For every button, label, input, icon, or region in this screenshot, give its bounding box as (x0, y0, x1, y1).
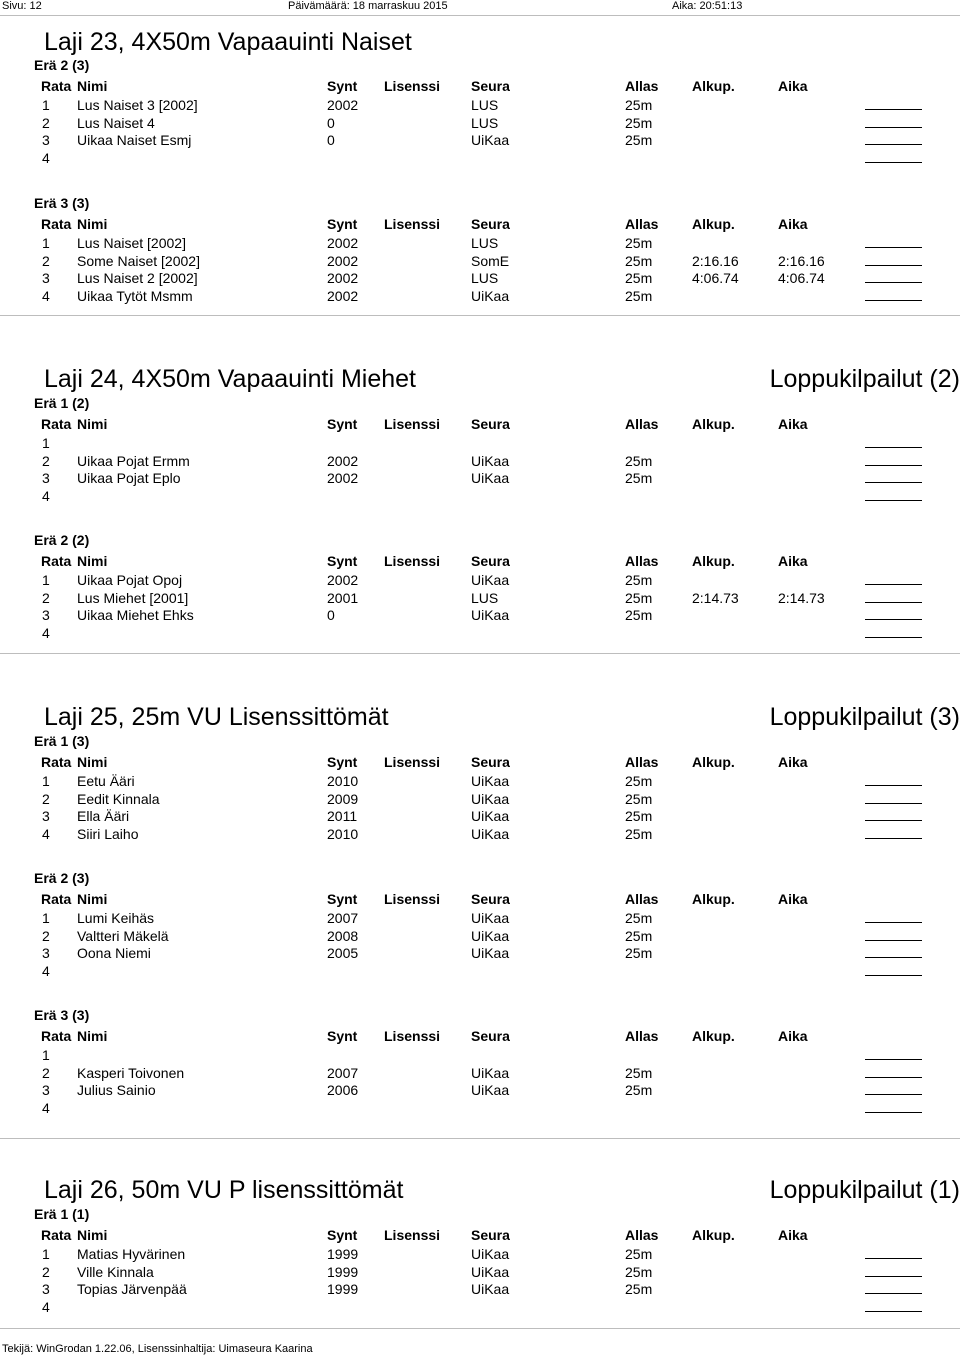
col-header-lane: Rata (41, 1227, 72, 1243)
cell-seed: 2:16.16 (692, 252, 739, 269)
table-row (0, 808, 960, 825)
cell-club: UiKaa (471, 1246, 510, 1262)
col-header-club: Seura (471, 1028, 510, 1044)
table-row (0, 97, 960, 114)
table-row (0, 625, 960, 642)
cell-born: 2002 (327, 452, 359, 469)
table-row (0, 253, 960, 270)
heat-title: Erä 2 (2) (34, 532, 90, 548)
cell-name: Oona Niemi (77, 945, 151, 961)
column-header-row (0, 891, 960, 908)
final-round-label: Loppukilpailut (1) (769, 1176, 960, 1204)
col-header-seed: Alkup. (692, 1028, 735, 1044)
cell-lane: 2 (42, 589, 50, 606)
cell-pool: 25m (625, 470, 653, 486)
col-header-name: Nimi (77, 1028, 108, 1044)
cell-born: 0 (327, 132, 335, 148)
event-title: Laji 24, 4X50m Vapaauinti Miehet (44, 365, 416, 393)
cell-pool: 25m (625, 1246, 653, 1262)
cell-lane: 4 (42, 1099, 50, 1116)
result-entry-line (865, 447, 922, 448)
col-header-seed: Alkup. (692, 1227, 735, 1243)
cell-lane: 3 (42, 607, 50, 623)
cell-lane: 4 (42, 487, 50, 504)
cell-lane: 1 (42, 572, 50, 588)
cell-club: UiKaa (471, 945, 510, 961)
column-header-row (0, 1227, 960, 1244)
result-entry-line (865, 127, 922, 128)
cell-name: Ella Ääri (77, 808, 130, 824)
col-header-time: Aika (778, 1227, 808, 1243)
cell-born: 0 (327, 607, 335, 623)
cell-born: 2002 (327, 470, 359, 486)
col-header-time: Aika (778, 216, 808, 232)
cell-born: 2002 (327, 252, 359, 269)
cell-lane: 2 (42, 252, 50, 269)
cell-pool: 25m (625, 132, 653, 148)
col-header-license: Lisenssi (384, 1028, 441, 1044)
cell-born: 2007 (327, 910, 359, 926)
cell-lane: 3 (42, 470, 50, 486)
cell-born: 0 (327, 114, 335, 131)
cell-name: Lumi Keihäs (77, 910, 155, 926)
cell-pool: 25m (625, 927, 653, 944)
cell-lane: 1 (42, 1047, 50, 1063)
cell-lane: 2 (42, 452, 50, 469)
cell-name: Uikaa Miehet Ehks (77, 607, 194, 623)
column-header-row (0, 1028, 960, 1045)
result-entry-line (865, 300, 922, 301)
cell-lane: 3 (42, 132, 50, 148)
col-header-pool: Allas (625, 1227, 659, 1243)
cell-born: 1999 (327, 1281, 359, 1297)
cell-name: Lus Naiset [2002] (77, 235, 186, 251)
col-header-club: Seura (471, 78, 510, 94)
cell-name: Kasperi Toivonen (77, 1064, 185, 1081)
cell-name: Topias Järvenpää (77, 1281, 187, 1297)
table-row (0, 435, 960, 452)
col-header-seed: Alkup. (692, 553, 735, 569)
table-row (0, 1299, 960, 1316)
col-header-born: Synt (327, 78, 358, 94)
cell-club: LUS (471, 235, 499, 251)
col-header-born: Synt (327, 891, 358, 907)
result-entry-line (865, 109, 922, 110)
cell-lane: 1 (42, 435, 50, 451)
print-date: Päivämäärä: 18 marraskuu 2015 (288, 0, 448, 12)
cell-club: UiKaa (471, 808, 510, 824)
table-row (0, 791, 960, 808)
cell-club: LUS (471, 270, 499, 286)
table-row (0, 1082, 960, 1099)
table-row (0, 773, 960, 790)
col-header-name: Nimi (77, 754, 108, 770)
cell-lane: 1 (42, 1246, 50, 1262)
col-header-pool: Allas (625, 553, 659, 569)
cell-club: UiKaa (471, 132, 510, 148)
cell-born: 2002 (327, 572, 359, 588)
cell-pool: 25m (625, 287, 653, 304)
table-row (0, 963, 960, 980)
cell-pool: 25m (625, 589, 653, 606)
cell-lane: 4 (42, 962, 50, 979)
table-row (0, 115, 960, 132)
col-header-name: Nimi (77, 553, 108, 569)
col-header-name: Nimi (77, 1227, 108, 1243)
cell-name: Uikaa Pojat Ermm (77, 452, 190, 469)
table-row (0, 826, 960, 843)
page-number: Sivu: 12 (2, 0, 42, 12)
cell-born: 2001 (327, 589, 359, 606)
col-header-seed: Alkup. (692, 416, 735, 432)
cell-pool: 25m (625, 910, 653, 926)
cell-lane: 4 (42, 287, 50, 304)
col-header-license: Lisenssi (384, 1227, 441, 1243)
cell-lane: 3 (42, 1082, 50, 1098)
col-header-pool: Allas (625, 416, 659, 432)
result-entry-line (865, 957, 922, 958)
print-time: Aika: 20:51:13 (672, 0, 743, 12)
col-header-born: Synt (327, 216, 358, 232)
event-divider (0, 1138, 960, 1139)
col-header-club: Seura (471, 416, 510, 432)
cell-name: Valtteri Mäkelä (77, 927, 169, 944)
column-header-row (0, 216, 960, 233)
result-entry-line (865, 785, 922, 786)
final-round-label: Loppukilpailut (3) (769, 703, 960, 731)
cell-name: Some Naiset [2002] (77, 252, 200, 269)
col-header-pool: Allas (625, 216, 659, 232)
cell-pool: 25m (625, 1263, 653, 1280)
table-row (0, 945, 960, 962)
col-header-pool: Allas (625, 754, 659, 770)
col-header-lane: Rata (41, 216, 72, 232)
result-entry-line (865, 500, 922, 501)
event-divider (0, 315, 960, 316)
cell-pool: 25m (625, 1064, 653, 1081)
cell-club: LUS (471, 97, 499, 113)
col-header-club: Seura (471, 553, 510, 569)
result-entry-line (865, 1059, 922, 1060)
table-row (0, 1100, 960, 1117)
table-row (0, 1246, 960, 1263)
col-header-time: Aika (778, 416, 808, 432)
event-title: Laji 23, 4X50m Vapaauinti Naiset (44, 28, 412, 56)
cell-club: UiKaa (471, 470, 510, 486)
table-row (0, 132, 960, 149)
table-row (0, 488, 960, 505)
col-header-seed: Alkup. (692, 754, 735, 770)
col-header-license: Lisenssi (384, 216, 441, 232)
event-divider (0, 653, 960, 654)
cell-club: UiKaa (471, 287, 510, 304)
table-row (0, 235, 960, 252)
table-row (0, 453, 960, 470)
cell-name: Uikaa Tytöt Msmm (77, 287, 193, 304)
col-header-lane: Rata (41, 78, 72, 94)
result-entry-line (865, 922, 922, 923)
header-divider (0, 15, 960, 16)
footer-divider (0, 1328, 960, 1329)
cell-lane: 2 (42, 114, 50, 131)
page-footer: Tekijä: WinGrodan 1.22.06, Lisenssinhaltija: Uimaseura Kaarina (2, 1343, 313, 1355)
table-row (0, 607, 960, 624)
col-header-license: Lisenssi (384, 754, 441, 770)
cell-club: UiKaa (471, 607, 510, 623)
col-header-seed: Alkup. (692, 891, 735, 907)
cell-lane: 2 (42, 927, 50, 944)
cell-club: UiKaa (471, 1082, 510, 1098)
cell-born: 2002 (327, 235, 359, 251)
cell-born: 2010 (327, 825, 359, 842)
result-entry-line (865, 1112, 922, 1113)
col-header-name: Nimi (77, 78, 108, 94)
col-header-name: Nimi (77, 216, 108, 232)
cell-lane: 3 (42, 945, 50, 961)
col-header-born: Synt (327, 1227, 358, 1243)
cell-born: 2005 (327, 945, 359, 961)
table-row (0, 288, 960, 305)
result-entry-line (865, 482, 922, 483)
column-header-row (0, 78, 960, 95)
cell-pool: 25m (625, 773, 653, 789)
cell-born: 2002 (327, 97, 359, 113)
table-row (0, 928, 960, 945)
col-header-lane: Rata (41, 754, 72, 770)
cell-lane: 1 (42, 235, 50, 251)
cell-pool: 25m (625, 945, 653, 961)
cell-pool: 25m (625, 1082, 653, 1098)
table-row (0, 270, 960, 287)
cell-lane: 1 (42, 910, 50, 926)
col-header-club: Seura (471, 1227, 510, 1243)
cell-name: Lus Naiset 2 [2002] (77, 270, 198, 286)
col-header-born: Synt (327, 553, 358, 569)
cell-club: UiKaa (471, 452, 510, 469)
result-entry-line (865, 940, 922, 941)
result-entry-line (865, 1311, 922, 1312)
result-entry-line (865, 975, 922, 976)
cell-born: 2010 (327, 773, 359, 789)
cell-time: 2:16.16 (778, 252, 825, 269)
heat-title: Erä 1 (1) (34, 1206, 90, 1222)
cell-club: UiKaa (471, 910, 510, 926)
cell-pool: 25m (625, 452, 653, 469)
cell-lane: 2 (42, 790, 50, 807)
cell-name: Uikaa Naiset Esmj (77, 132, 192, 148)
cell-name: Eetu Ääri (77, 773, 135, 789)
result-entry-line (865, 162, 922, 163)
col-header-born: Synt (327, 1028, 358, 1044)
cell-club: UiKaa (471, 1064, 510, 1081)
cell-lane: 2 (42, 1263, 50, 1280)
cell-lane: 2 (42, 1064, 50, 1081)
heat-title: Erä 1 (2) (34, 395, 90, 411)
heat-title: Erä 3 (3) (34, 1007, 90, 1023)
col-header-lane: Rata (41, 416, 72, 432)
heat-title: Erä 3 (3) (34, 195, 90, 211)
col-header-lane: Rata (41, 553, 72, 569)
cell-lane: 3 (42, 1281, 50, 1297)
cell-born: 2011 (327, 808, 358, 824)
cell-pool: 25m (625, 97, 653, 113)
cell-pool: 25m (625, 1281, 653, 1297)
result-entry-line (865, 144, 922, 145)
cell-born: 2009 (327, 790, 359, 807)
cell-club: UiKaa (471, 572, 510, 588)
result-entry-line (865, 1077, 922, 1078)
heat-title: Erä 2 (3) (34, 57, 90, 73)
cell-pool: 25m (625, 825, 653, 842)
table-row (0, 1264, 960, 1281)
cell-time: 2:14.73 (778, 589, 825, 606)
cell-club: UiKaa (471, 927, 510, 944)
col-header-lane: Rata (41, 891, 72, 907)
cell-born: 1999 (327, 1263, 359, 1280)
cell-pool: 25m (625, 270, 653, 286)
cell-club: UiKaa (471, 790, 510, 807)
cell-name: Eedit Kinnala (77, 790, 160, 807)
cell-lane: 3 (42, 808, 50, 824)
col-header-license: Lisenssi (384, 553, 441, 569)
result-entry-line (865, 803, 922, 804)
col-header-license: Lisenssi (384, 416, 441, 432)
column-header-row (0, 754, 960, 771)
result-entry-line (865, 282, 922, 283)
col-header-name: Nimi (77, 891, 108, 907)
heat-title: Erä 2 (3) (34, 870, 90, 886)
cell-time: 4:06.74 (778, 270, 825, 286)
result-entry-line (865, 820, 922, 821)
col-header-time: Aika (778, 754, 808, 770)
col-header-time: Aika (778, 1028, 808, 1044)
cell-lane: 4 (42, 624, 50, 641)
cell-lane: 4 (42, 825, 50, 842)
cell-born: 2002 (327, 287, 359, 304)
cell-pool: 25m (625, 808, 653, 824)
cell-pool: 25m (625, 607, 653, 623)
col-header-pool: Allas (625, 1028, 659, 1044)
cell-name: Siiri Laiho (77, 825, 139, 842)
result-entry-line (865, 1276, 922, 1277)
result-entry-line (865, 1258, 922, 1259)
cell-seed: 2:14.73 (692, 589, 739, 606)
result-entry-line (865, 265, 922, 266)
col-header-lane: Rata (41, 1028, 72, 1044)
table-row (0, 150, 960, 167)
result-entry-line (865, 247, 922, 248)
cell-name: Lus Naiset 3 [2002] (77, 97, 198, 113)
result-entry-line (865, 619, 922, 620)
table-row (0, 1047, 960, 1064)
col-header-club: Seura (471, 754, 510, 770)
cell-lane: 4 (42, 149, 50, 166)
cell-club: LUS (471, 589, 499, 606)
cell-born: 2007 (327, 1064, 359, 1081)
cell-pool: 25m (625, 252, 653, 269)
cell-name: Julius Sainio (77, 1082, 156, 1098)
col-header-club: Seura (471, 891, 510, 907)
cell-club: UiKaa (471, 1263, 510, 1280)
col-header-license: Lisenssi (384, 891, 441, 907)
col-header-seed: Alkup. (692, 216, 735, 232)
table-row (0, 1281, 960, 1298)
cell-lane: 1 (42, 97, 50, 113)
cell-pool: 25m (625, 235, 653, 251)
result-entry-line (865, 584, 922, 585)
cell-name: Matias Hyvärinen (77, 1246, 186, 1262)
cell-born: 2008 (327, 927, 359, 944)
table-row (0, 590, 960, 607)
cell-name: Lus Naiset 4 (77, 114, 155, 131)
result-entry-line (865, 1094, 922, 1095)
table-row (0, 572, 960, 589)
result-entry-line (865, 465, 922, 466)
col-header-time: Aika (778, 78, 808, 94)
col-header-pool: Allas (625, 78, 659, 94)
result-entry-line (865, 602, 922, 603)
col-header-time: Aika (778, 891, 808, 907)
cell-pool: 25m (625, 790, 653, 807)
event-title: Laji 26, 50m VU P lisenssittömät (44, 1176, 404, 1204)
cell-pool: 25m (625, 572, 653, 588)
cell-club: UiKaa (471, 1281, 510, 1297)
table-row (0, 470, 960, 487)
cell-club: LUS (471, 114, 499, 131)
result-entry-line (865, 637, 922, 638)
col-header-time: Aika (778, 553, 808, 569)
page-header (0, 0, 960, 14)
cell-born: 2002 (327, 270, 359, 286)
col-header-name: Nimi (77, 416, 108, 432)
cell-lane: 3 (42, 270, 50, 286)
cell-pool: 25m (625, 114, 653, 131)
col-header-born: Synt (327, 416, 358, 432)
cell-born: 2006 (327, 1082, 359, 1098)
table-row (0, 910, 960, 927)
col-header-club: Seura (471, 216, 510, 232)
cell-club: SomE (471, 252, 510, 269)
cell-club: UiKaa (471, 773, 510, 789)
cell-seed: 4:06.74 (692, 270, 739, 286)
result-entry-line (865, 838, 922, 839)
table-row (0, 1065, 960, 1082)
cell-lane: 1 (42, 773, 50, 789)
col-header-license: Lisenssi (384, 78, 441, 94)
heat-title: Erä 1 (3) (34, 733, 90, 749)
result-entry-line (865, 1293, 922, 1294)
cell-club: UiKaa (471, 825, 510, 842)
column-header-row (0, 553, 960, 570)
cell-born: 1999 (327, 1246, 359, 1262)
event-title: Laji 25, 25m VU Lisenssittömät (44, 703, 389, 731)
cell-name: Ville Kinnala (77, 1263, 154, 1280)
col-header-pool: Allas (625, 891, 659, 907)
column-header-row (0, 416, 960, 433)
final-round-label: Loppukilpailut (2) (769, 365, 960, 393)
cell-lane: 4 (42, 1298, 50, 1315)
cell-name: Lus Miehet [2001] (77, 589, 189, 606)
cell-name: Uikaa Pojat Opoj (77, 572, 183, 588)
col-header-born: Synt (327, 754, 358, 770)
col-header-seed: Alkup. (692, 78, 735, 94)
cell-name: Uikaa Pojat Eplo (77, 470, 181, 486)
